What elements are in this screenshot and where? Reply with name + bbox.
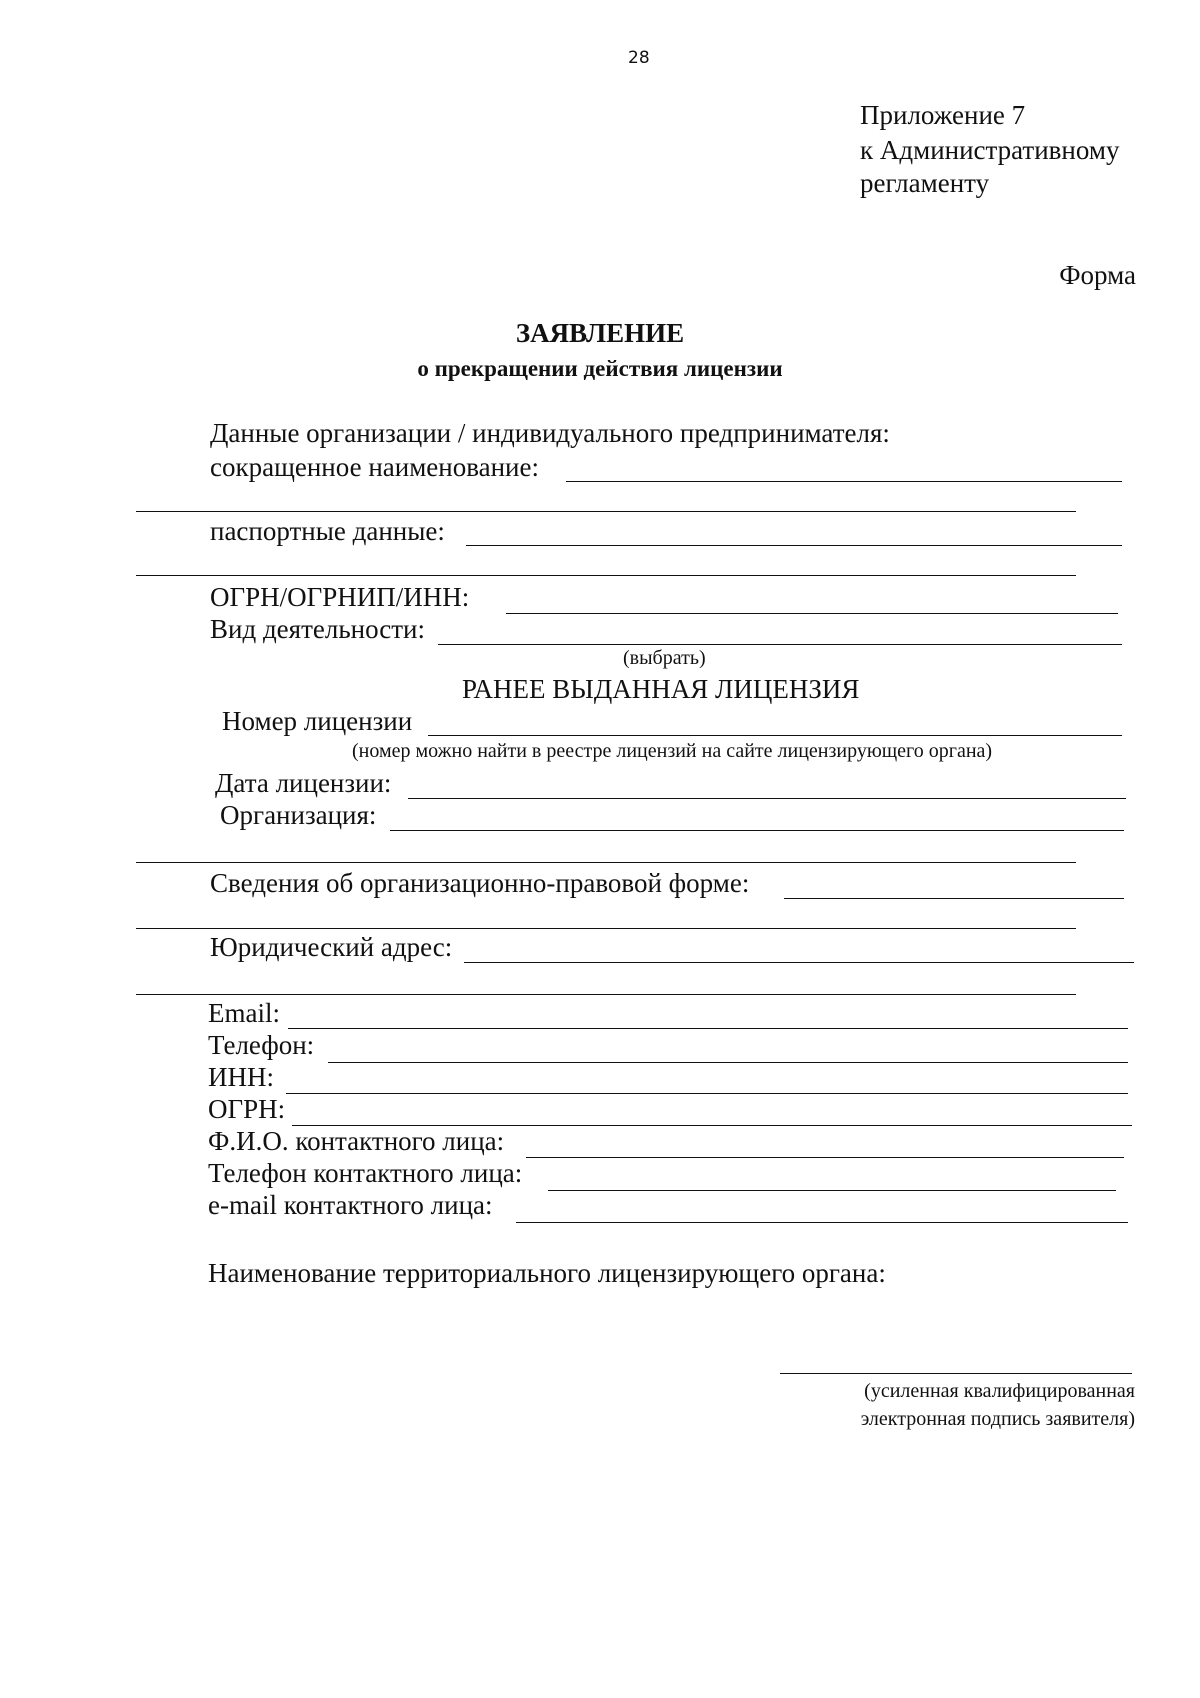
passport-continuation-line[interactable] — [136, 575, 1076, 576]
activity-hint: (выбрать) — [623, 647, 706, 669]
signature-caption-line-2: электронная подпись заявителя) — [860, 1408, 1135, 1430]
passport-label: паспортные данные: — [210, 516, 445, 546]
inn-field[interactable] — [286, 1093, 1128, 1094]
signature-caption-line-1: (усиленная квалифицированная — [864, 1380, 1135, 1402]
short-name-continuation-line[interactable] — [136, 511, 1076, 512]
prev-license-heading: РАНЕЕ ВЫДАННАЯ ЛИЦЕНЗИЯ — [462, 674, 860, 704]
contact-name-field[interactable] — [526, 1157, 1124, 1158]
ogrn-label: ОГРН: — [208, 1094, 286, 1124]
phone-field[interactable] — [328, 1062, 1128, 1063]
document-subtitle: о прекращении действия лицензии — [417, 356, 783, 381]
document-title: ЗАЯВЛЕНИЕ — [515, 318, 685, 348]
license-number-hint: (номер можно найти в реестре лицензий на сайте лицензирующего органа) — [352, 740, 993, 762]
ogrn-inn-label: ОГРН/ОГРНИП/ИНН: — [210, 582, 470, 612]
appendix-line-1: Приложение 7 — [860, 100, 1026, 130]
license-date-field[interactable] — [408, 798, 1126, 799]
organization-label: Организация: — [220, 800, 377, 830]
legal-form-label: Сведения об организационно-правовой форме: — [210, 868, 750, 898]
contact-email-field[interactable] — [516, 1222, 1128, 1223]
appendix-line-3: регламенту — [860, 168, 990, 198]
license-number-label: Номер лицензии — [222, 706, 413, 736]
license-date-label: Дата лицензии: — [215, 768, 392, 798]
legal-form-field[interactable] — [784, 898, 1124, 899]
activity-field[interactable] — [438, 644, 1122, 645]
legal-address-continuation-line[interactable] — [136, 994, 1076, 995]
passport-field[interactable] — [466, 545, 1122, 546]
section-org-data: Данные организации / индивидуального предпринимателя: — [210, 418, 890, 448]
contact-name-label: Ф.И.О. контактного лица: — [208, 1126, 505, 1156]
territorial-body-label: Наименование территориального лицензирующего органа: — [208, 1258, 886, 1288]
short-name-label: сокращенное наименование: — [210, 452, 539, 482]
ogrn-inn-field[interactable] — [506, 613, 1118, 614]
organization-field[interactable] — [390, 830, 1124, 831]
page-number: 28 — [628, 48, 650, 68]
email-label: Email: — [208, 998, 280, 1028]
activity-label: Вид деятельности: — [210, 614, 426, 644]
phone-label: Телефон: — [208, 1030, 315, 1060]
short-name-field[interactable] — [566, 481, 1122, 482]
legal-address-field[interactable] — [464, 962, 1134, 963]
contact-email-label: e-mail контактного лица: — [208, 1190, 493, 1220]
legal-form-continuation-line[interactable] — [136, 928, 1076, 929]
contact-phone-field[interactable] — [548, 1190, 1116, 1191]
legal-address-label: Юридический адрес: — [210, 932, 453, 962]
form-label: Форма — [1059, 260, 1136, 290]
email-field[interactable] — [288, 1028, 1128, 1029]
contact-phone-label: Телефон контактного лица: — [208, 1158, 523, 1188]
appendix-line-2: к Административному — [860, 135, 1120, 165]
inn-label: ИНН: — [208, 1062, 274, 1092]
signature-line[interactable] — [780, 1373, 1132, 1374]
organization-continuation-line[interactable] — [136, 862, 1076, 863]
license-number-field[interactable] — [428, 735, 1122, 736]
